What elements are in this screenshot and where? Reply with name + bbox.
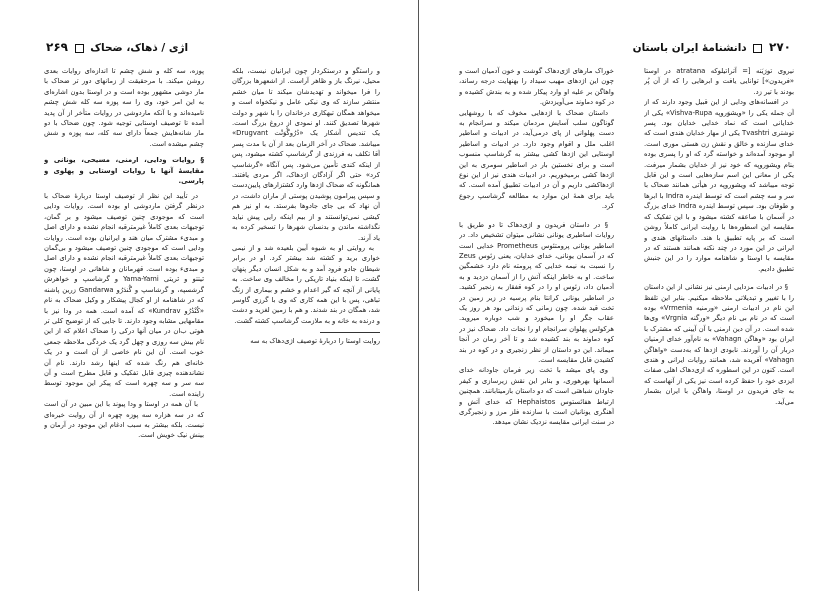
left-page-header — [46, 40, 379, 58]
paragraph: § در داستان فریدون و اژی‌دهاک تا دو طریق با روایات اساطیری یونانی نشانی میتوان تشخیص داد. در اساطیر یونانی پرومتئوس Prometheus خدایی است که در آسمان یونانی، خدای خدایان، یعنی زئوس Zeus را نسبت به نیمه خدایی که پرومته نام دارد خشمگین ساخت. او به خاطر اینکه آتش را از آسمان دزدید و به آدمیان داد، زئوس او را در کوه قفقاز به زنجیر کشید. در اساطیر یونانی کرانتا بنام پرسیه در زیر زمین در تخت قید شده. چون زمانی که زندانی بود هر روز یک عقاب جگر او را میخورد و شب دوباره میروید. هرکولس پهلوان سرانجام او را نجات داد. ضحاک نیز در کوه دماوند به بند کشیده شد و تا آخر زمان در آنجا میماند. این دو داستان از نظر زنجیری و در کوه در بند کشیدن قابل مقایسه است. — [459, 220, 614, 364]
square-separator-icon — [75, 44, 84, 53]
left-column-left — [44, 66, 204, 441]
left-page — [0, 0, 418, 591]
paragraph: در افسانه‌های ودایی از این قبیل وجود دارند که از آن جمله یکی را «ویشوَروپه Vishva-Rupa» یکی از خدایانی است که نماد خدایی خدایان بود. پسر توشتری Tvashtri یکی از مهار خدایان هندی است که خدای سازنده و خالق و نقش زن هستی موری است. او موجود آمده‌اند و خواسته گرد که او را پسری بوده بنام ویشوروپه که خود نیز از خدایان بشمار میرفت. یکی از معانی این اسم سازه‌هایی است و این قابل توجه میباشد که ویشوروپه در هیأتی همانند ضحاک با سر و سه چشم است که توسط ایندره Indra با ابرها و طوفان بود. سپس توسط ایندره Indra خدای بزرگ در آسمان با صاعقه کشته میشود و با این تفکیک که مقایسه این اسطوره‌ها با روایت ایرانی کاملاً روشن است که بر پایه تطبیق با هند. داستانهای هندی و ایرانی در این مورد در چند نکته همانند هستند که در مقایسه با اوستا و شاهنامه موارد را در این جنبش تطبیق دادیم. — [644, 98, 794, 273]
left-column-right — [232, 66, 380, 347]
right-page — [419, 0, 837, 591]
paragraph: § در ادبیات مزدایی ارمنی نیز نشانی از این داستان را با تغییر و تبدیلاتی ملاحظه میکنیم. بنابر این تلفظ این نام در ادبیات ارمنی «ورمنیه Vrmenia» بوده است که در نام بی‌ نام دیگر «ورگنه Vrgnia» وی‌ها شده است. در آن دین ارمنی با آن آیینی که مشترک با ایران بود «وهاگن Vahagn» به نام‌آور خدای ارمنیان دربار آن را آوردند. نابودی اژدها که به‌دست «واهاگن Vahagn» آفریده شد، همانند روایات ایرانی و هندی است. کنون در این اسطوره که ازی‌دهاک اهلی صفات ایزدی خود را حفظ کرده است نیز یکی از آنهاست که به جای فریدون در اوستا، واهاگن با ایران بشمار می‌آید. — [644, 283, 794, 406]
left-page-number: ۲۶۹ — [46, 40, 68, 54]
paragraph: وی پای میشد با تخت زیر فرمان جاودانه خدای آسمانها بهرهوری، و بنابر این نقش زیرسازی و کیفر جاودان شباهتی است که دو داستان بازمیتابانند. همچنین ارتباط هفائستوس Hephaistos که خدای آتش و آهنگری یونانیان است با سازنده فلز مرز و زنجیرگری در سنت ایرانی مقایسه نزدیک نشان میدهد. — [459, 366, 614, 427]
paragraph: و راستگو و درستکردار چون ایرانیان نیست، بلکه محیل، نیرنگ باز و ظاهر آراست. از اشعهرها بزرگان را فرا میخواند و تهدیدشان میکند تا میان خشم منتشر سازند که وی نیکی عامل و نیکخواه است و میخواهد همگان تبهکاری درخاندان را با شهر و دولت شهرها تصدیق کنند. او نمودی از دروغ بزرگ است. یک تندیس آشکار یک «دُرُوگْوَنْت Drugvant» میباشد. ضحاک در آخر الزمان بعد از آن با مدت پسر آقا تکلف به فرزندی از گرشاسپ کشته میشود، پس از اینکه کندی تأمین می‌شود. پس آنگاه «گرشاسپ کرد» حتی اگر آزادگان اژدهاک، اگر مردی یافتند. همانگونه که ضحاک اژدها وارد کشتزارهای پایین‌دست و سپس پیرامون پوشیدن پوستی از ماران داشت، در آن نهاد که بی جای جادوها بفرستد. به او نیز هم کیشی نمی‌توانستند و از بیم اینکه رایی پیش نیاید نگذاشته ماندن و بدنسان شهرها را تسخیر کرده به یاد آرند. — [232, 67, 380, 242]
right-running-title: دانشنامهٔ ایران باستان — [632, 42, 747, 54]
right-page-number: ۲۷۰ — [769, 40, 791, 54]
right-page-header — [457, 40, 791, 58]
paragraph: پوزه، سه کله و شش چشم تا اندازه‌ای روایات بعدی روشن میکند. با مرحقیقت از زمانهای دور تر ضحاک با مار دوشی مشهور بوده است و در اوستا بدون اشاره‌ای به این امر خود، وی را سه پوزه سه کله شش چشم نامیده‌اند و با آنکه ماردوشی در روایات متأخر از آن پدید آمده تا توصیف اوستایی توجیه شود. چون ضحاک با دو مار شانه‌هایش جمعاً دارای سه کله، سه پوزه و شش چشم میشده است. — [44, 67, 204, 148]
spacer — [644, 274, 794, 282]
paragraph: در تأیید این نظر از توصیف اوستا دربارهٔ ضحاک با درنظر گرفتن ماردوشی او بوده است. روایات ودایی است که موجودی چنین توصیف میشود و بر گمان، توجیهات بعدی کاملاً غیرمترقبه انجام نشده و دارای اصل و مبدیء مشترک میان هند و ایرانیان بوده است. روایات ودایی است که موجودی چنین توصیف میشود و بی‌گمان توجیهات بعدی کاملاً غیرمترقبه انجام نشده و دارای اصل و مبدیء بوده است. قهرمانان و شاهانی در اوستا، چون ثیتتو و ثریتی Yama-Yami و گرشاسپ و خواهرش گرشسپه، و گرشاسپ و گُندَرُو Gandarwa زرین پاشنه که در شاهنامه از او کجال پیشکار و وکیل ضحاک به نام «کُنْدُرُو Kundrav» که آمده است. همه در ودا نیز با مقامهایی مشابه وجود دارند. تا جایی که از توضیح کلی تر هوتی ب‌ان در میان آنها درکی را ضحاک اعلام که از این نام بیش سه روزی و چهل گرد یک خردگی ملاحظه جمعی خوب است. آن این نام خاصی از آن است و در یک خانه‌ای هم رنگ شده که اینها رشد دارند. نام آن نشاندهنده چیزی قابل تفکیک و قابل مطرح است و آن سه سر و سه چهره است که پیکر این موجود توسط زاینده است. — [44, 192, 204, 398]
section-heading: § روایات ودایی، ارمنی، مسیحی، یونانی و مقایسهٔ آنها با روایات اوستایی و پهلوی و پارسی. — [44, 156, 204, 186]
paragraph: با آن همه در اوستا و ودا پیوند با این مبین در آن است که در سه هزاره سه پوزه چهره از آن روایت خیره‌ای نیست. بلکه بیشتر به سبب ادغام این موجود در آرمان و بینش نیک خویش است. — [44, 400, 204, 440]
spacer — [459, 212, 614, 220]
rule — [320, 332, 380, 333]
left-running-title: اژی / ذهاک، ضحاک — [90, 42, 189, 54]
paragraph: خوراک مارهای اژی‌دهاک گوشت و خون آدمیان است و چون این اژدهای مهیب سیداد را بهنهایت درجه رساند، واهاگن بر علیه او وارد پیکار شده و به بندش کشیده و در کوه دماوند می‌آویزدش. — [459, 67, 614, 107]
paragraph: داستان ضحاک با اژدهایی مخوف که با روشهایی گوناگون سلب آسایش مردمان میکند و سرانجام به دست پهلوانی از پای درمی‌آید، در ادبیات و اساطیر اغلب ملل و اقوام وجود دارد. در ادبیات و اساطیر اوستایی این اژدها کشی بیشتر به گرشاسپ منسوب است و برای نخستین بار در اساطیر سومری به این اژدها کشی برمیخوریم. در ادبیات هندی نیز از این نوع اژدهاکشی داریم و آن در ادبیات تطبیق آمده است. که باید برای همهٔ این موارد به مطالعه گرشاسپ رجوع کرد. — [459, 108, 614, 211]
right-column-left — [459, 66, 614, 428]
right-column-right — [644, 66, 794, 407]
paragraph: نیروی تورَیَنه [= آتراتیلوکه atratana در اوستا «فریدون»] توانایی یافت و ابرهایی را که از آن پُر بودند با تیر زد. — [644, 67, 794, 96]
paragraph: روایت اوستا را دربارهٔ توصیف اژی‌دهاک به سه — [250, 337, 380, 346]
square-separator-icon — [753, 44, 762, 53]
paragraph: به روایتی او به شیوه آیین بلعیده شد و از نیمی خواری برید و کشته شد بیشتر کرد. او در برابر شیطان جادو فرود آمد و به شکل انسان دیگر پنهان گشت، تا اینکه بنیاد تاریکی را مخالف وی ساخت. به پایانی از آنچه که گیر اعدام و خشم و بیماری از زنگ تباهی، پس با این همه کاری که وی با گرزی گاوسر شد، همگان در بند شدند. و هم با زمین لغزید و دشت و درنده به خانه و به ملازمت گرشاسپ کشته گشت. — [232, 243, 380, 325]
